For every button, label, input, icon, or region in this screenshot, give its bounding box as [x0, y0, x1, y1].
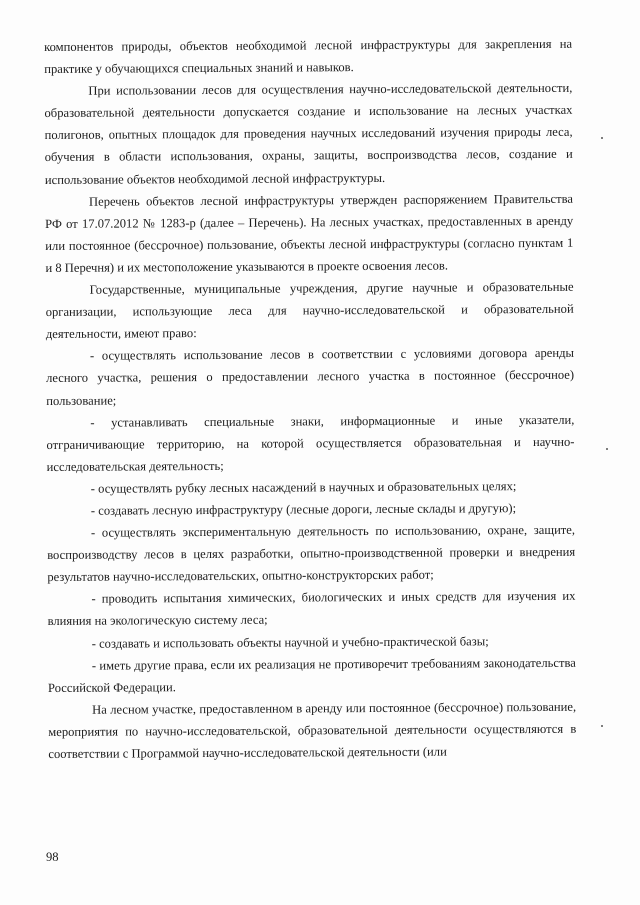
body-text [44, 33, 576, 765]
paragraph-continuation: компонентов природы, объектов необходимой лесной инфраструктуры для закрепления на практике у обучающихся специальных знаний и навыков. [44, 36, 573, 77]
paragraph-research-use: При использовании лесов для осуществления научно-исследовательской деятельности, образовательной деятельности допускается создание и использование на лесных участках полигонов, опытных площадок для проведения научных исследований изучения природы леса, обучения в области использования, охраны, защиты, воспроизводства лесов, создание и использование объектов необходимой лесной инфраструктуры. [44, 80, 573, 187]
list-item-base: - создавать и использовать объекты научной и учебно-практической базы; [91, 633, 489, 651]
scan-speck [601, 725, 603, 727]
list-item-signs: - устанавливать специальные знаки, информационные и иные указатели, отграничивающие территорию, на которой осуществляется образовательная и научно-исследовательская деятельность; [46, 412, 575, 474]
list-item-lease-use: - осуществлять использование лесов в соответствии с условиями договора аренды лесного участка, решения о предоставлении лесного участка в постоянное (бессрочное) пользование; [46, 346, 575, 408]
paragraph-program: На лесном участке, предоставленном в аренду или постоянное (бессрочное) пользование, мероприятия по научно-исследовательской, образовательной деятельности осуществляются в соответствии с Программой научно-исследовательской деятельности (или [48, 699, 577, 761]
paragraph-rights-intro: Государственные, муниципальные учреждения, другие научные и образовательные организации, использующие леса для научно-исследовательской и образовательной деятельности, имеют право: [45, 279, 574, 342]
list-item-infrastructure: - создавать лесную инфраструктуру (лесные дороги, лесные склады и другую); [90, 501, 517, 518]
list-item-felling: - осуществлять рубку лесных насаждений в научных и образовательных целях; [90, 478, 517, 496]
scan-speck [601, 137, 603, 139]
scan-speck [606, 448, 608, 450]
page-number: 98 [46, 850, 59, 864]
paragraph-infrastructure-list: Перечень объектов лесной инфраструктуры утвержден распоряжением Правительства РФ от 17.07.2012 № 1283-р (далее – Перечень). На лесных участках, предоставленных в аренду или постоянное (бессрочное) пользование, объекты лесной инфраструктуры (согласно пунктам 1 и 8 Перечня) и их местоположение указываются в проекте освоения лесов. [45, 191, 574, 275]
list-item-experimental: - осуществлять экспериментальную деятельность по использованию, охране, защите, воспроизводству лесов в целях разработки, опытно-производственной проверки и внедрения результатов научно-исследовательских, опытно-конструкторских работ; [47, 522, 576, 585]
list-item-other-rights: - иметь другие права, если их реализация не противоречит требованиям законодательства Российской Федерации. [47, 655, 576, 695]
list-item-testing: - проводить испытания химических, биологических и иных средств для изучения их влияния на экологическую систему леса; [47, 589, 576, 629]
